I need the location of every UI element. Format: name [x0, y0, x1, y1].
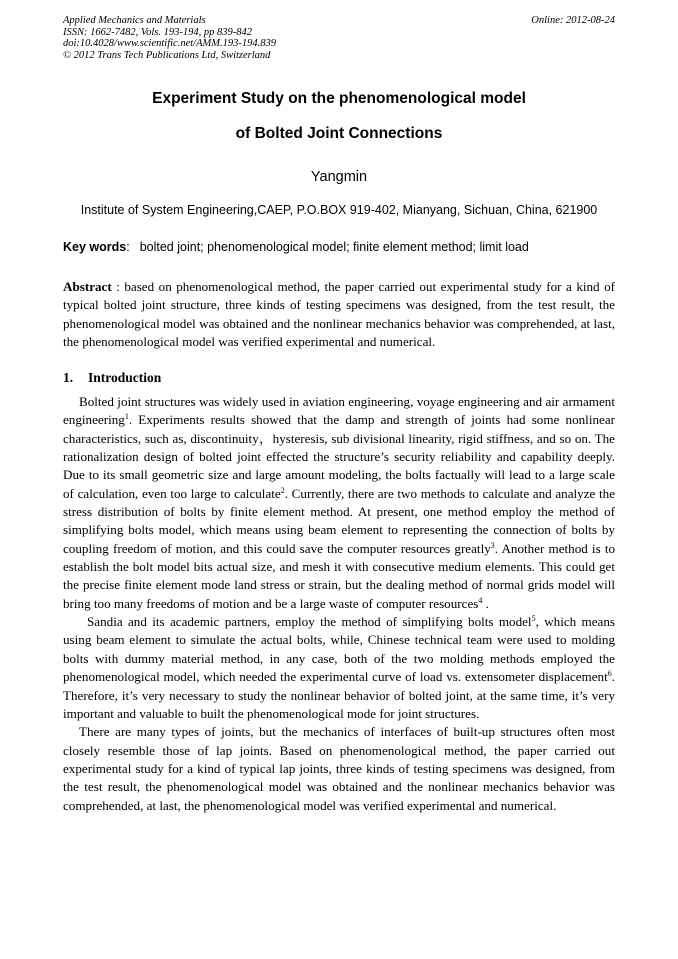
- keywords-colon: :: [126, 240, 130, 254]
- paragraph-2: [63, 613, 615, 723]
- paragraph-text: . Currently, there are two methods to calculate and analyze the stress distribution of bolts by finite element method. At present, one method employ the method of simplifying bolts model, which means using beam element to representing the connection of bolts by coupling freedom of motion, and this could save the computer resources greatly: [63, 485, 616, 556]
- reference-marker: 5: [531, 614, 536, 624]
- paragraph-3: There are many types of joints, but the mechanics of interfaces of built-up structures often most closely resemble those of lap joints. Based on phenomenological method, the paper carried out experimental study for a kind of typical lap joints, three kinds of testing specimens was designed, from the test result, the phenomenological model was obtained and the nonlinear mechanics behavior was comprehended, at last, the phenomenological model was verified experimental and numerical.: [63, 724, 615, 813]
- paper-title-line-2: of Bolted Joint Connections: [235, 125, 443, 142]
- abstract-text: : based on phenomenological method, the paper carried out experimental study for a kind of typical bolted joint structure, three kinds of testing specimens was designed, from the test result, the phenomenological model was obtained and the nonlinear mechanics behavior was comprehended, at last, the phenomenological model was verified experimental and numerical.: [63, 279, 615, 349]
- reference-marker: 2: [280, 485, 285, 495]
- paragraph-text: Sandia and its academic partners, employ the method of simplifying bolts model: [87, 614, 532, 630]
- abstract: [63, 278, 615, 351]
- section-title: Introduction: [88, 370, 162, 385]
- paragraph-text: . Experiments results showed that the damp and strength of joints had some nonlinear characteristics, such as, discontinuity，hysteresis, sub divisional linearity, rigid stiffness, and so on. The rationalization design of bolted joint effected the structure’s security reliability and capability deeply. Due to its small geometric size and large amount modeling, the bolts factually will lead to a large scale of calculation, even too large to calculate: [63, 412, 615, 501]
- paragraph-1: [63, 393, 615, 613]
- author-name: Yangmin: [310, 169, 368, 185]
- copyright-line: © 2012 Trans Tech Publications Ltd, Switzerland: [63, 49, 271, 61]
- keywords: [63, 240, 529, 254]
- paragraph-text: , which means using beam element to simulate the actual bolts, while, Chinese technical team were used to molding bolts with dummy material method, in any case, both of the two molding methods employed the phenomenological model, which needed the experimental curve of load vs. extensometer displacement: [63, 614, 615, 685]
- paragraph-text: .: [482, 595, 489, 611]
- keywords-label: Key words: [63, 240, 127, 254]
- reference-marker: 6: [607, 669, 612, 679]
- doi-line: doi:10.4028/www.scientific.net/AMM.193-194.839: [63, 38, 276, 49]
- paragraph-text: . Therefore, it’s very necessary to study the nonlinear behavior of bolted joint, at the same time, it’s very important and valuable to built the phenomenological mode for joint structures.: [63, 669, 615, 721]
- paragraph-text: Bolted joint structures was widely used in aviation engineering, voyage engineering and air armament engineering: [63, 394, 615, 428]
- reference-marker: 1: [124, 412, 129, 422]
- abstract-label: Abstract: [63, 279, 112, 294]
- reference-marker: 4: [478, 595, 483, 605]
- keywords-value: bolted joint; phenomenological model; finite element method; limit load: [139, 240, 529, 254]
- author-affiliation: Institute of System Engineering,CAEP, P.O.BOX 919-402, Mianyang, Sichuan, China, 621900: [80, 203, 598, 217]
- journal-header: [63, 15, 615, 61]
- section-number: 1.: [63, 370, 74, 385]
- reference-marker: 3: [490, 540, 495, 550]
- paragraph-text: . Another method is to establish the bolt model bits actual size, and mesh it with consecutive medium elements. This could get the precise finite element mode land stress or strain, but the dealing method of normal grids model will bring too many freedoms of motion and be a large waste of computer resources: [63, 540, 616, 611]
- section-heading: [63, 370, 161, 386]
- online-date: Online: 2012-08-24: [531, 15, 615, 26]
- introduction-body: [63, 393, 615, 815]
- journal-name: Applied Mechanics and Materials: [63, 15, 206, 26]
- issn-line: ISSN: 1662-7482, Vols. 193-194, pp 839-842: [63, 26, 252, 38]
- paper-title-line-1: Experiment Study on the phenomenological model: [152, 90, 526, 107]
